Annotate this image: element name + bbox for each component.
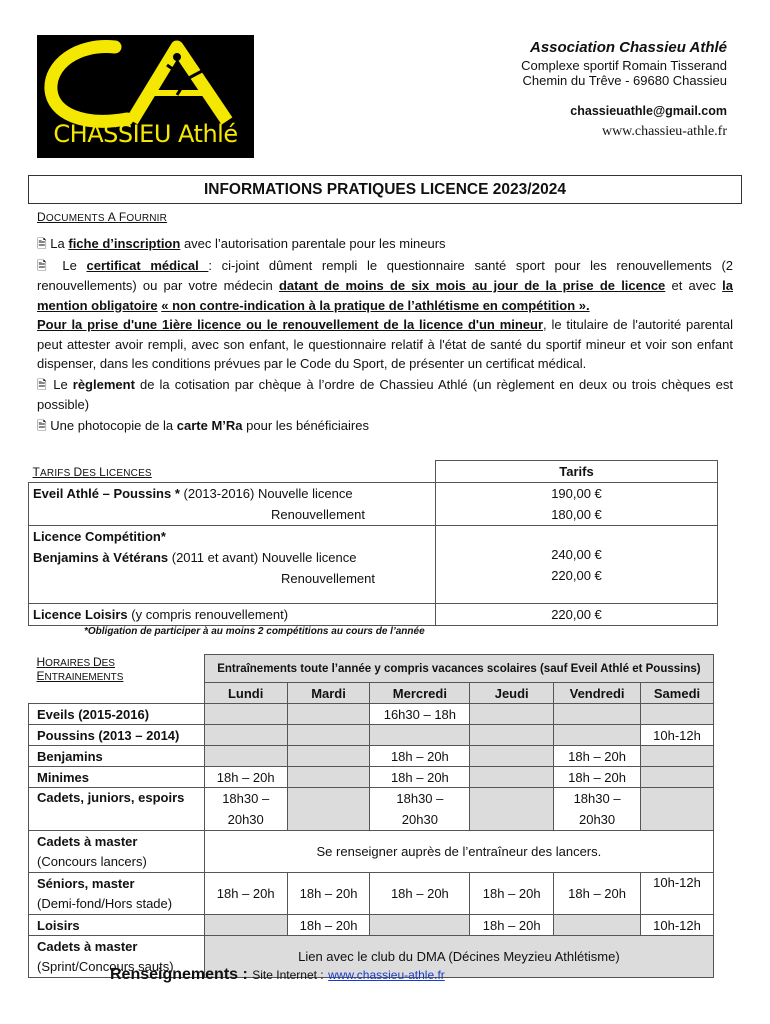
- document-item: 🗎 La fiche d’inscription avec l’autorisation parentale pour les mineurs: [37, 236, 446, 251]
- table-row: Poussins (2013 – 2014) 10h-12h: [29, 725, 714, 746]
- document-icon: 🗎: [37, 258, 53, 273]
- certificat-medical-link[interactable]: certificat médical: [86, 257, 209, 273]
- documents-heading: [37, 210, 167, 224]
- address-line-2: Chemin du Trêve - 69680 Chassieu: [522, 73, 727, 88]
- table-row: Minimes 18h – 20h 18h – 20h 18h – 20h: [29, 767, 714, 788]
- website[interactable]: www.chassieu-athle.fr: [601, 124, 727, 139]
- horaires-top-header: Entraînements toute l’année y compris vacances scolaires (sauf Eveil Athlé et Poussins): [204, 655, 713, 683]
- table-row: Cadets, juniors, espoirs 18h30 – 20h30 18h30 – 20h30 18h30 – 20h30: [29, 788, 714, 831]
- association-info: [521, 38, 727, 141]
- table-row: Cadets à master (Concours lancers) Se renseigner auprès de l’entraîneur des lancers.: [29, 831, 714, 873]
- table-row: Licence Compétition* Benjamins à Vétérans (2011 et avant) Nouvelle licence Renouvellement 240,00 € 220,00 €: [29, 526, 718, 604]
- footer-label: Renseignements :: [110, 966, 248, 983]
- tarifs-table: [28, 460, 718, 626]
- document-icon: 🗎: [37, 418, 47, 433]
- table-row: Eveil Athlé – Poussins * (2013-2016) Nouvelle licence Renouvellement 190,00 € 180,00 €: [29, 483, 718, 526]
- document-item: 🗎 Une photocopie de la carte M’Ra pour les bénéficiaires: [37, 417, 369, 433]
- document-icon: 🗎: [37, 377, 49, 392]
- table-row: Eveils (2015-2016) 16h30 – 18h: [29, 704, 714, 725]
- association-name: Association Chassieu Athlé: [530, 39, 727, 56]
- table-row: Benjamins 18h – 20h 18h – 20h: [29, 746, 714, 767]
- table-row: Licence Loisirs (y compris renouvellement) 220,00 €: [29, 604, 718, 626]
- logo-text: CHASSIEU Athlé: [53, 120, 238, 148]
- footer-website-link[interactable]: www.chassieu-athle.fr: [328, 968, 445, 982]
- document-item: 🗎 Le règlement de la cotisation par chèque à l’ordre de Chassieu Athlé (un règlement en deux ou trois chèques est possible): [37, 376, 733, 412]
- table-row: Séniors, master (Demi-fond/Hors stade) 18h – 20h 18h – 20h 18h – 20h 18h – 20h 18h – 20h 10h-12h: [29, 873, 714, 915]
- fiche-inscription-link[interactable]: fiche d’inscription: [68, 236, 181, 251]
- document-item: 🗎 Le certificat médical : ci-joint dûment rempli le questionnaire santé sport pour les renouvellements (2 renouvellements) ou par votre médecin datant de moins de six mois au jour de la prise de licence et avec la mention obligatoire « non contre-indication à la pratique de l’athlétisme en compétition ». Pour la prise d'une 1ière licence ou le renouvellement de la licence d'un mineur, le titulaire de l'autorité parental peut attester avoir rempli, avec son enfant, le questionnaire relatif à l'état de santé du sportif mineur et voir son enfant dispenser, dans les conditions prévues par le Code du Sport, de présenter un certificat médical.: [37, 257, 734, 371]
- footer: [110, 966, 445, 984]
- club-logo: [37, 35, 254, 158]
- tarifs-heading: TARIFS DES LICENCES: [29, 461, 436, 483]
- table-row: Cadets à master (Sprint/Concours sauts) Lien avec le club du DMA (Décines Meyzieu Athlétisme): [29, 936, 714, 978]
- address-line-1: Complexe sportif Romain Tisserand: [521, 58, 727, 73]
- documents-heading-text: DOCUMENTS A FOURNIR: [37, 210, 168, 224]
- document-icon: 🗎: [37, 237, 47, 251]
- table-row: Loisirs 18h – 20h 18h – 20h 10h-12h: [29, 915, 714, 936]
- documents-list: [37, 234, 733, 437]
- tarifs-col-header: Tarifs: [436, 461, 718, 483]
- footer-label-site: Site Internet :: [252, 968, 324, 982]
- horaires-heading: HORAIRES DES ENTRAINEMENTS: [36, 654, 124, 683]
- email-address[interactable]: chassieuathle@gmail.com: [570, 104, 727, 118]
- horaires-table: HORAIRES DES ENTRAINEMENTS Entraînements toute l’année y compris vacances scolaires (sauf Eveil Athlé et Poussins) Lundi Mardi Mercredi Jeudi Vendredi Samedi Eveils (2015-2016) 16h30 – 18h Poussins (2013 – 2014) 10h-12h Benjamins 18h – 20h 18h – 20h Minimes 18h – 20h 18h – 20h 18h – 20h Cadets, juniors, espoirs 18h30 – 20h30 18h30 – 20h30 18h30 – 20h30 Cadets à master (Concours lancers) Se renseigner auprès de l’entraîneur des lancers. Séniors, master (Demi-fond/Hors stade) 18h – 20h 18h – 20h 18h – 20h 18h – 20h 18h – 20h 10h-12h Loisirs 18h – 20h 18h – 20h 10h-12h Cadets à master (Sprint/Concours sauts) Lien avec le club du DMA (Décines Meyzieu Athlétisme): [28, 654, 714, 978]
- page-title: INFORMATIONS PRATIQUES LICENCE 2023/2024: [28, 175, 742, 204]
- tarifs-note: *Obligation de participer à au moins 2 compétitions au cours de l’année: [84, 626, 425, 637]
